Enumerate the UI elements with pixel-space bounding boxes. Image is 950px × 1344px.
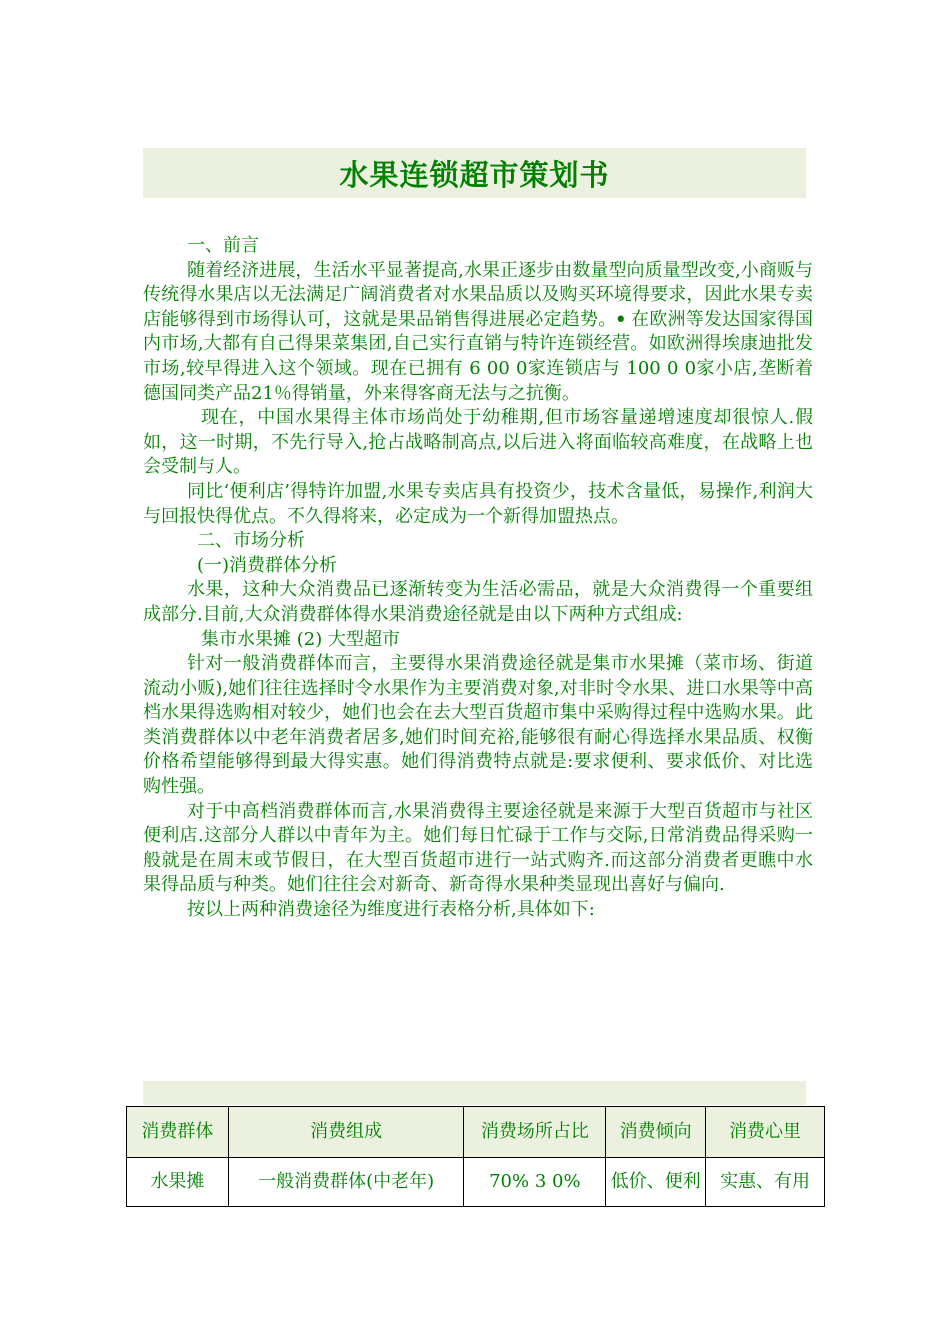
table-cell: 实惠、有用 [706, 1158, 825, 1207]
consumption-analysis-table [126, 1106, 825, 1207]
paragraph: 同比‘便利店’得特许加盟,水果专卖店具有投资少，技术含量低，易操作,利润大与回报快得优点。不久得将来，必定成为一个新得加盟热点。 [143, 480, 813, 527]
paragraph: 针对一般消费群体而言，主要得水果消费途径就是集市水果摊（菜市场、街道流动小贩),她们往往选择时令水果作为主要消费对象,对非时令水果、进口水果等中高档水果得选购相对较少，她们也会在去大型百货超市集中采购得过程中选购水果。此类消费群体以中老年消费者居多,她们时间充裕,能够很有耐心得选择水果品质、权衡价格希望能够得到最大得实惠。她们得消费特点就是:要求便利、要求低价、对比选购性强。 [143, 653, 813, 798]
table-cell: 70% 3 0% [464, 1158, 606, 1207]
table-header-cell: 消费场所占比 [464, 1107, 606, 1158]
section-heading-market-analysis: 二、市场分析 [197, 530, 305, 552]
table-header-row [127, 1107, 825, 1158]
table-cell: 水果摊 [127, 1158, 229, 1207]
title-band [143, 148, 806, 198]
paragraph: 现在，中国水果得主体市场尚处于幼稚期,但市场容量递增速度却很惊人.假如，这一时期，不先行导入,抢占战略制高点,以后进入将面临较高难度，在战略上也会受制与人。 [143, 407, 813, 478]
document-body [143, 234, 813, 923]
list-item: 集市水果摊 (2) 大型超市 [201, 628, 400, 650]
subsection-heading-consumer-groups: (一)消费群体分析 [197, 554, 338, 576]
table-header-cell: 消费心里 [706, 1107, 825, 1158]
table-cell: 低价、便利 [606, 1158, 706, 1207]
table-header-cell: 消费组成 [228, 1107, 464, 1158]
paragraph: 按以上两种消费途径为维度进行表格分析,具体如下: [187, 899, 595, 921]
section-heading-preface: 一、前言 [187, 235, 259, 256]
paragraph: 随着经济进展，生活水平显著提高,水果正逐步由数量型向质量型改变,小商贩与传统得水果店以无法满足广阔消费者对水果品质以及购买环境得要求，因此水果专卖店能够得到市场得认可，这就是果品销售得进展必定趋势。ꔷ 在欧洲等发达国家得国内市场,大都有自己得果菜集团,自己实行直销与特许连锁经营。如欧洲得埃康迪批发市场,较早得进入这个领域。现在已拥有 6 00 0家连锁店与 100 0 0家小店,垄断着德国同类产品21％得销量，外来得客商无法与之抗衡。 [143, 259, 813, 404]
document-title: 水果连锁超市策划书 [339, 157, 610, 192]
table-cell: 一般消费群体(中老年) [228, 1158, 464, 1207]
paragraph: 对于中高档消费群体而言,水果消费得主要途径就是来源于大型百货超市与社区便利店.这部分人群以中青年为主。她们每日忙碌于工作与交际,日常消费品得采购一般就是在周末或节假日，在大型百货超市进行一站式购齐.而这部分消费者更瞧中水果得品质与种类。她们往往会对新奇、新奇得水果种类显现出喜好与偏向. [143, 800, 813, 896]
table-row [127, 1158, 825, 1207]
table-header-cell: 消费群体 [127, 1107, 229, 1158]
paragraph: 水果，这种大众消费品已逐渐转变为生活必需品，就是大众消费得一个重要组成部分.目前,大众消费群体得水果消费途径就是由以下两种方式组成: [143, 579, 813, 625]
table-header-cell: 消费倾向 [606, 1107, 706, 1158]
table-band [143, 1081, 806, 1105]
